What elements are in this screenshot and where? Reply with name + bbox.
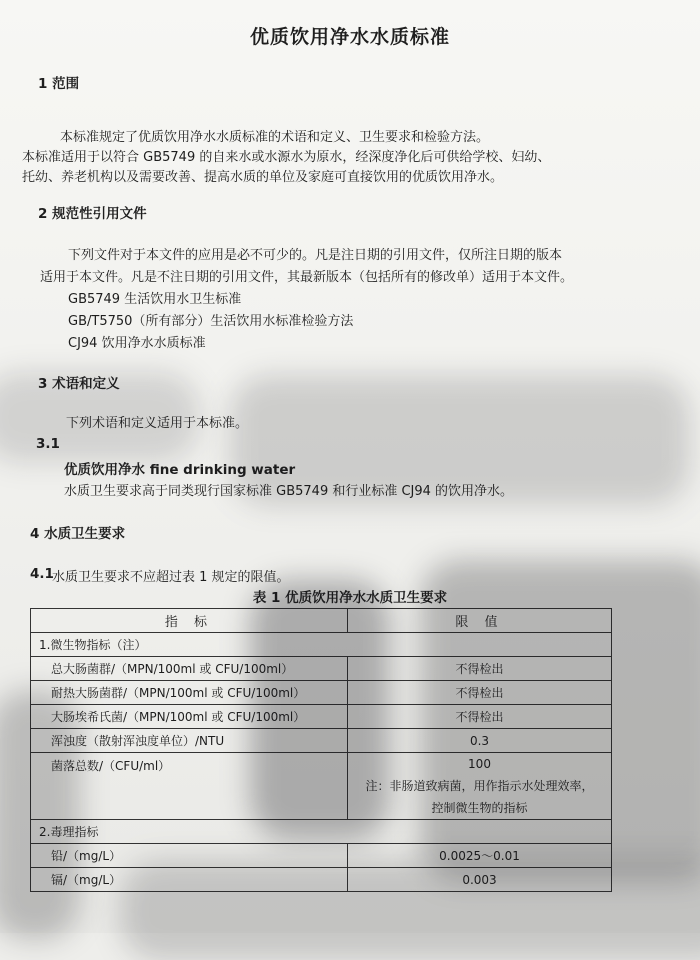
section-1-line-2: 本标准适用于以符合 GB5749 的自来水或水源水为原水，经深度净化后可供给学校、妇幼、 [22,150,551,165]
column-header-indicator: 指 标 [31,609,348,633]
column-header-limit: 限 值 [348,609,612,633]
indicator-name: 菌落总数/（CFU/ml） [31,753,348,820]
section-1-heading: 1 范围 [38,76,80,92]
indicator-name: 镉/（mg/L） [31,868,348,892]
group-toxicology: 2.毒理指标 [31,820,612,844]
indicator-name: 总大肠菌群/（MPN/100ml 或 CFU/100ml） [31,657,348,681]
section-3-heading: 3 术语和定义 [38,376,120,392]
table-group-row [31,820,612,844]
limit-value: 不得检出 [348,657,612,681]
group-microbiology: 1.微生物指标（注） [31,633,612,657]
table-header-row [31,609,612,633]
term-definition: 水质卫生要求高于同类现行国家标准 GB5749 和行业标准 CJ94 的饮用净水。 [64,484,514,499]
table-row [31,705,612,729]
limit-value: 不得检出 [348,705,612,729]
subsection-4-1-text: 水质卫生要求不应超过表 1 规定的限值。 [52,570,290,585]
section-3-intro: 下列术语和定义适用于本标准。 [66,416,249,431]
term-name: 优质饮用净水 fine drinking water [64,462,296,478]
section-2-heading: 2 规范性引用文件 [38,206,147,222]
subsection-4-1-number: 4.1 [30,566,54,582]
note-line: 注：非肠道致病菌，用作指示水处理效率， [365,779,594,793]
table-row [31,844,612,868]
document-title: 优质饮用净水水质标准 [249,26,450,48]
section-2-line-1: 下列文件对于本文件的应用是必不可少的。凡是注日期的引用文件，仅所注日期的版本 [68,248,563,263]
indicator-name: 铅/（mg/L） [31,844,348,868]
table-row [31,868,612,892]
limit-value-with-note [348,753,612,820]
subsection-3-1-number: 3.1 [36,436,60,452]
indicator-name: 大肠埃希氏菌/（MPN/100ml 或 CFU/100ml） [31,705,348,729]
table-group-row [31,633,612,657]
section-1-line-1: 本标准规定了优质饮用净水水质标准的术语和定义、卫生要求和检验方法。 [60,130,490,145]
reference-item: GB/T5750（所有部分）生活饮用水标准检验方法 [68,314,354,329]
limit-value: 0.0025～0.01 [348,844,612,868]
table-row [31,657,612,681]
table-row [31,729,612,753]
indicator-name: 浑浊度（散射浑浊度单位）/NTU [31,729,348,753]
reference-item: GB5749 生活饮用水卫生标准 [68,292,242,307]
section-4-heading: 4 水质卫生要求 [30,526,126,542]
table-caption: 表 1 优质饮用净水水质卫生要求 [252,590,448,606]
table-row [31,681,612,705]
table-row [31,753,612,820]
reference-item: CJ94 饮用净水水质标准 [68,336,206,351]
limit-value: 100 [468,757,491,771]
water-quality-table [30,608,612,892]
section-2-line-2: 适用于本文件。凡是不注日期的引用文件，其最新版本（包括所有的修改单）适用于本文件。 [40,270,574,285]
indicator-name: 耐热大肠菌群/（MPN/100ml 或 CFU/100ml） [31,681,348,705]
note-line: 控制微生物的指标 [431,801,528,815]
limit-value: 不得检出 [348,681,612,705]
limit-value: 0.3 [348,729,612,753]
section-1-line-3: 托幼、养老机构以及需要改善、提高水质的单位及家庭可直接饮用的优质饮用净水。 [22,170,504,185]
limit-value: 0.003 [348,868,612,892]
